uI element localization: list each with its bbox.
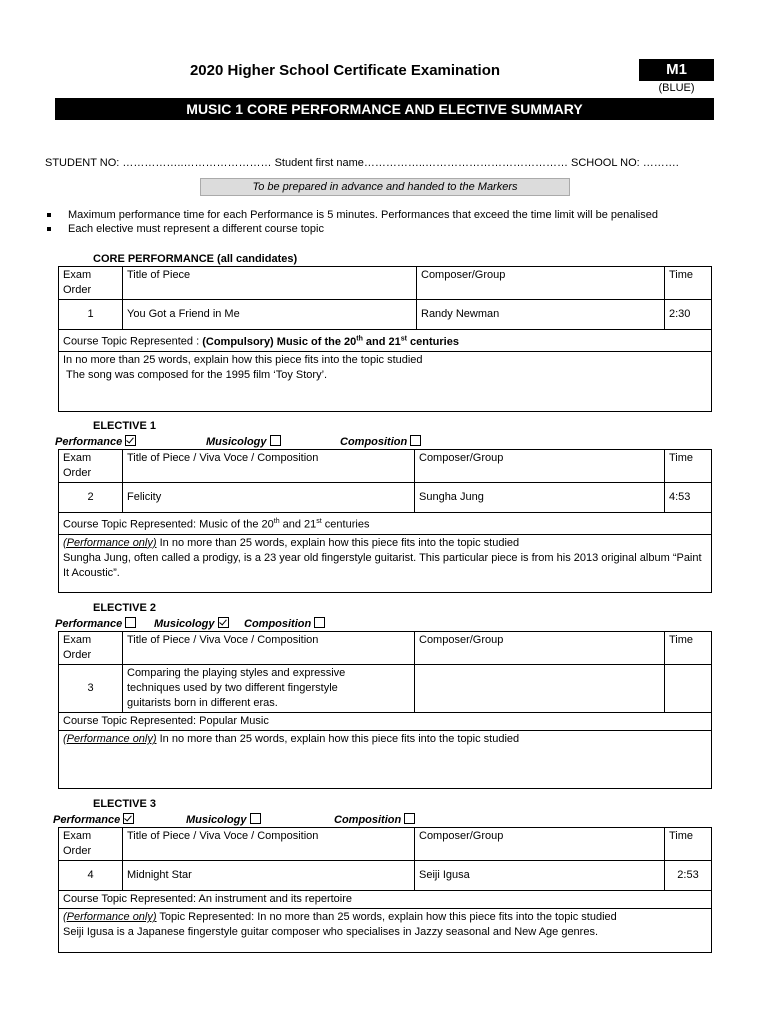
option-performance[interactable]: Performance: [55, 435, 136, 448]
col-exam-order: Exam Order: [59, 450, 123, 483]
option-performance[interactable]: Performance: [55, 617, 136, 630]
piece-title[interactable]: Midnight Star: [123, 861, 415, 891]
col-exam-order: Exam Order: [59, 828, 123, 861]
col-exam-order: Exam Order: [59, 632, 123, 665]
checkbox-icon[interactable]: [250, 813, 261, 824]
col-time: Time: [665, 632, 712, 665]
checked-box-icon[interactable]: [123, 813, 134, 824]
checkbox-icon[interactable]: [125, 617, 136, 628]
bullet-icon: [47, 227, 51, 231]
option-composition[interactable]: Composition: [244, 617, 325, 630]
instruction-note: To be prepared in advance and handed to the Markers: [200, 178, 570, 196]
col-composer: Composer/Group: [417, 267, 665, 300]
elective3-table: [58, 827, 712, 953]
option-musicology[interactable]: Musicology: [206, 435, 281, 448]
option-performance[interactable]: Performance: [53, 813, 134, 826]
option-musicology[interactable]: Musicology: [186, 813, 261, 826]
col-exam-order: Exam Order: [59, 267, 123, 300]
composer-value[interactable]: Randy Newman: [417, 300, 665, 330]
paper-code: M1: [639, 59, 714, 81]
col-time: Time: [665, 450, 712, 483]
topic-row: Course Topic Represented: Popular Music: [59, 713, 712, 731]
col-title: Title of Piece / Viva Voce / Composition: [123, 450, 415, 483]
elective1-heading: ELECTIVE 1: [93, 420, 156, 432]
col-time: Time: [665, 828, 712, 861]
composer-value[interactable]: [415, 665, 665, 713]
elective1-table: [58, 449, 712, 593]
elective3-heading: ELECTIVE 3: [93, 798, 156, 810]
core-table: [58, 266, 712, 412]
elective2-heading: ELECTIVE 2: [93, 602, 156, 614]
col-composer: Composer/Group: [415, 632, 665, 665]
composer-value[interactable]: Seiji Igusa: [415, 861, 665, 891]
exam-order-value: 2: [59, 483, 123, 513]
explanation-cell[interactable]: (Performance only) Topic Represented: In no more than 25 words, explain how this piece fits into the topic studied Seiji Igusa is a Japanese fingerstyle guitar composer who specialises in Jazzy seasonal and New Age genres.: [59, 909, 712, 953]
exam-order-value: 1: [59, 300, 123, 330]
explanation-cell[interactable]: (Performance only) In no more than 25 words, explain how this piece fits into the topic studied: [59, 731, 712, 789]
checkbox-icon[interactable]: [270, 435, 281, 446]
explanation-cell[interactable]: In no more than 25 words, explain how this piece fits into the topic studied The song was composed for the 1995 film ‘Toy Story’.: [59, 351, 712, 411]
time-value[interactable]: 4:53: [665, 483, 712, 513]
bullet-icon: [47, 213, 51, 217]
time-value[interactable]: [665, 665, 712, 713]
col-composer: Composer/Group: [415, 450, 665, 483]
exam-order-value: 3: [59, 665, 123, 713]
composer-value[interactable]: Sungha Jung: [415, 483, 665, 513]
explanation-cell[interactable]: (Performance only) In no more than 25 words, explain how this piece fits into the topic studied Sungha Jung, often called a prodigy, is a 23 year old fingerstyle guitarist. This particular piece is from his 2013 original album “Paint It Acoustic”.: [59, 534, 712, 592]
piece-title[interactable]: Comparing the playing styles and expressive techniques used by two different fingerstyle guitarists born in different eras.: [123, 665, 415, 713]
piece-title[interactable]: Felicity: [123, 483, 415, 513]
topic-row: Course Topic Represented: Music of the 20th and 21st centuries: [59, 513, 712, 535]
col-composer: Composer/Group: [415, 828, 665, 861]
option-composition[interactable]: Composition: [334, 813, 415, 826]
checkbox-icon[interactable]: [314, 617, 325, 628]
checked-box-icon[interactable]: [218, 617, 229, 628]
checkbox-icon[interactable]: [410, 435, 421, 446]
col-title: Title of Piece / Viva Voce / Composition: [123, 828, 415, 861]
bullet-item: Each elective must represent a different course topic: [47, 223, 324, 235]
exam-title: 2020 Higher School Certificate Examination: [189, 62, 501, 79]
topic-row: Course Topic Represented : (Compulsory) Music of the 20th and 21st centuries: [59, 330, 712, 352]
exam-order-value: 4: [59, 861, 123, 891]
bullet-item: Maximum performance time for each Performance is 5 minutes. Performances that exceed the time limit will be penalised: [47, 209, 658, 221]
student-details-line[interactable]: STUDENT NO: ……………..…………………… Student first name……………..………………………………… SCHOOL NO: ……….: [45, 157, 679, 169]
paper-colour: (BLUE): [658, 82, 695, 94]
core-heading: CORE PERFORMANCE (all candidates): [93, 253, 298, 265]
option-musicology[interactable]: Musicology: [154, 617, 229, 630]
checked-box-icon[interactable]: [125, 435, 136, 446]
elective2-table: [58, 631, 712, 789]
time-value[interactable]: 2:53: [665, 861, 712, 891]
option-composition[interactable]: Composition: [340, 435, 421, 448]
topic-row: Course Topic Represented: An instrument and its repertoire: [59, 891, 712, 909]
piece-title[interactable]: You Got a Friend in Me: [123, 300, 417, 330]
page-banner: MUSIC 1 CORE PERFORMANCE AND ELECTIVE SUMMARY: [55, 98, 714, 120]
col-title: Title of Piece / Viva Voce / Composition: [123, 632, 415, 665]
time-value[interactable]: 2:30: [665, 300, 712, 330]
checkbox-icon[interactable]: [404, 813, 415, 824]
col-time: Time: [665, 267, 712, 300]
col-title: Title of Piece: [123, 267, 417, 300]
